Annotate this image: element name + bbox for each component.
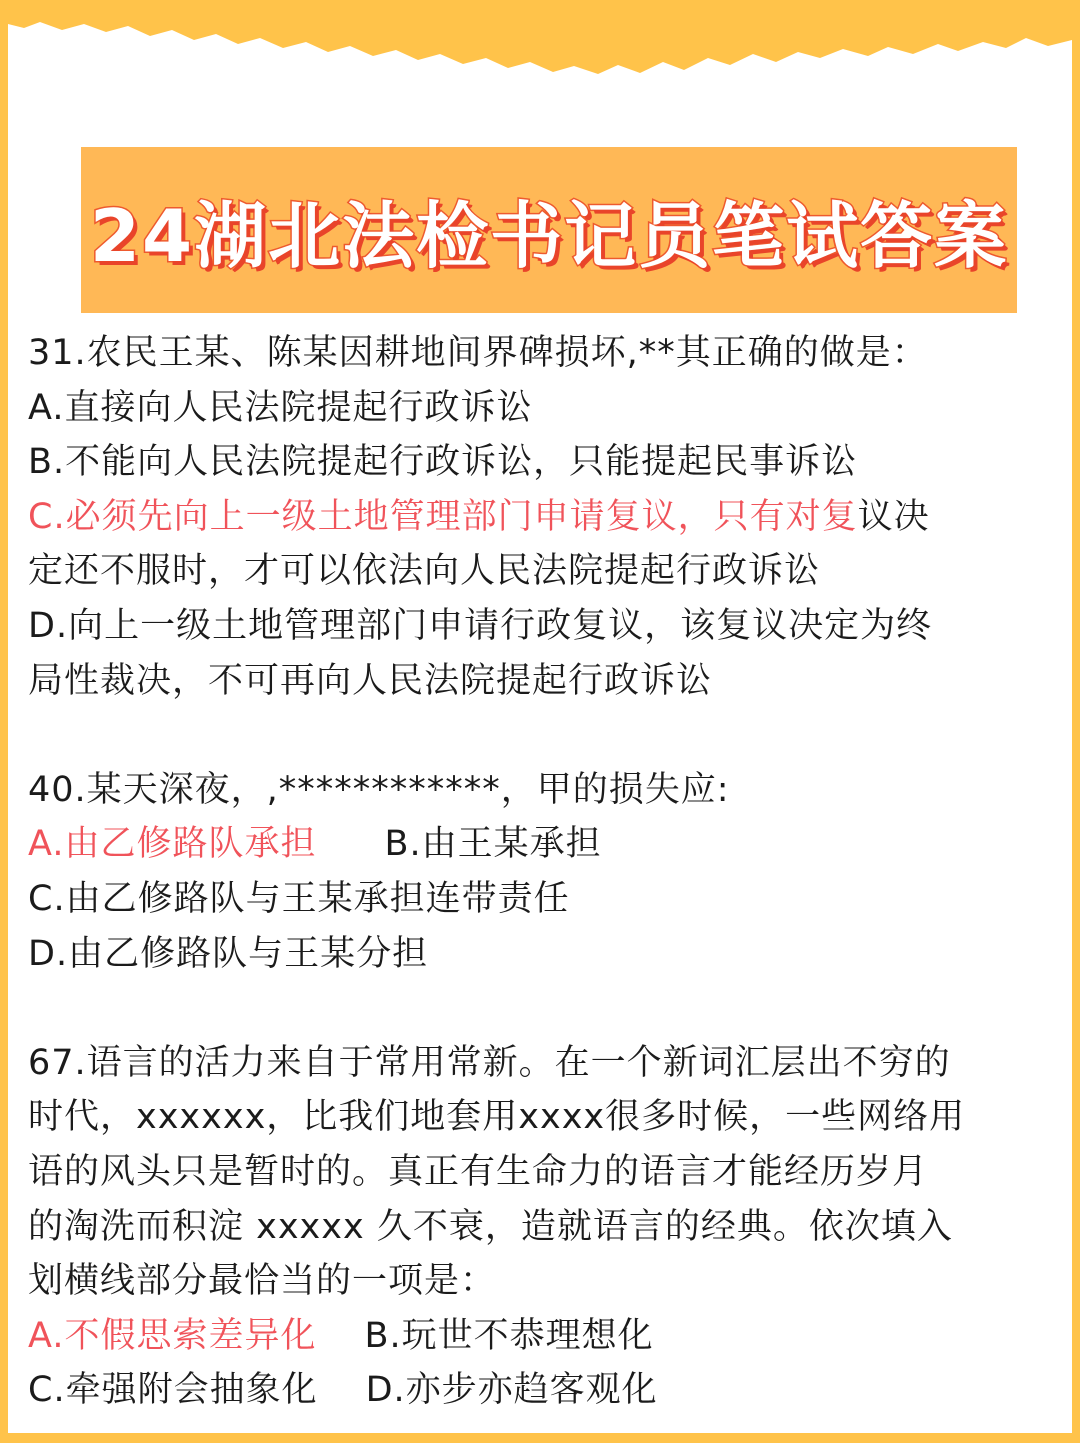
question-67-option-d: D.亦步亦趋客观化	[365, 1370, 658, 1411]
question-31-option-b: B.不能向人民法院提起行政诉讼，只能提起民事诉讼	[28, 442, 858, 483]
question-67-stem-line5: 划横线部分最恰当的一项是：	[28, 1261, 497, 1302]
paper-sheet	[8, 18, 1072, 1433]
question-31-option-c-line2: 定还不服时，才可以依法向人民法院提起行政诉讼	[28, 551, 821, 592]
question-40-option-b: B.由王某承担	[384, 824, 602, 865]
question-list	[28, 326, 1064, 1418]
question-40-options-ab	[28, 817, 1064, 872]
question-67-stem-line2: 时代，xxxxxx，比我们地套用xxxx很多时候，一些网络用	[28, 1097, 966, 1138]
spacer	[28, 708, 1064, 763]
question-40-option-a: A.由乙修路队承担	[28, 824, 317, 865]
question-67-options-ab	[28, 1309, 1064, 1364]
torn-paper-edge	[8, 18, 1072, 98]
question-67-stem-line4: 的淘洗而积淀 xxxxx 久不衰，造就语言的经典。依次填入	[28, 1206, 953, 1247]
question-67-option-c: C.牵强附会抽象化	[28, 1370, 318, 1411]
question-31-stem: 31.农民王某、陈某因耕地间界碑损坏,**其正确的做是：	[28, 333, 928, 373]
question-31-option-d-line2: 局性裁决，不可再向人民法院提起行政诉讼	[28, 660, 713, 701]
question-67	[28, 1036, 1064, 1418]
question-40-option-d: D.由乙修路队与王某分担	[28, 933, 429, 974]
question-31-option-a: A.直接向人民法院提起行政诉讼	[28, 387, 533, 428]
question-40-option-c: C.由乙修路队与王某承担连带责任	[28, 878, 570, 919]
question-67-stem-line1: 67.语言的活力来自于常用常新。在一个新词汇层出不穷的	[28, 1042, 951, 1083]
correct-answer-text: C.必须先向上一级土地管理部门申请复议，只有对复	[28, 496, 858, 537]
spacer	[28, 981, 1064, 1036]
question-67-option-b: B.玩世不恭理想化	[364, 1315, 654, 1356]
question-67-option-a: A.不假思索差异化	[28, 1315, 317, 1356]
question-31	[28, 326, 1064, 708]
question-40-stem: 40.某天深夜，,************，甲的损失应:	[28, 769, 730, 810]
title-banner	[81, 147, 1017, 313]
page-title: 24湖北法检书记员笔试答案	[89, 194, 1009, 278]
question-40	[28, 763, 1064, 981]
question-67-stem-line3: 语的风头只是暂时的。真正有生命力的语言才能经历岁月	[28, 1151, 929, 1192]
question-67-options-cd	[28, 1363, 1064, 1418]
option-c-continuation: 议决	[857, 496, 930, 537]
question-31-option-c	[28, 490, 1064, 545]
question-31-option-d: D.向上一级土地管理部门申请行政复议，该复议决定为终	[28, 605, 933, 646]
